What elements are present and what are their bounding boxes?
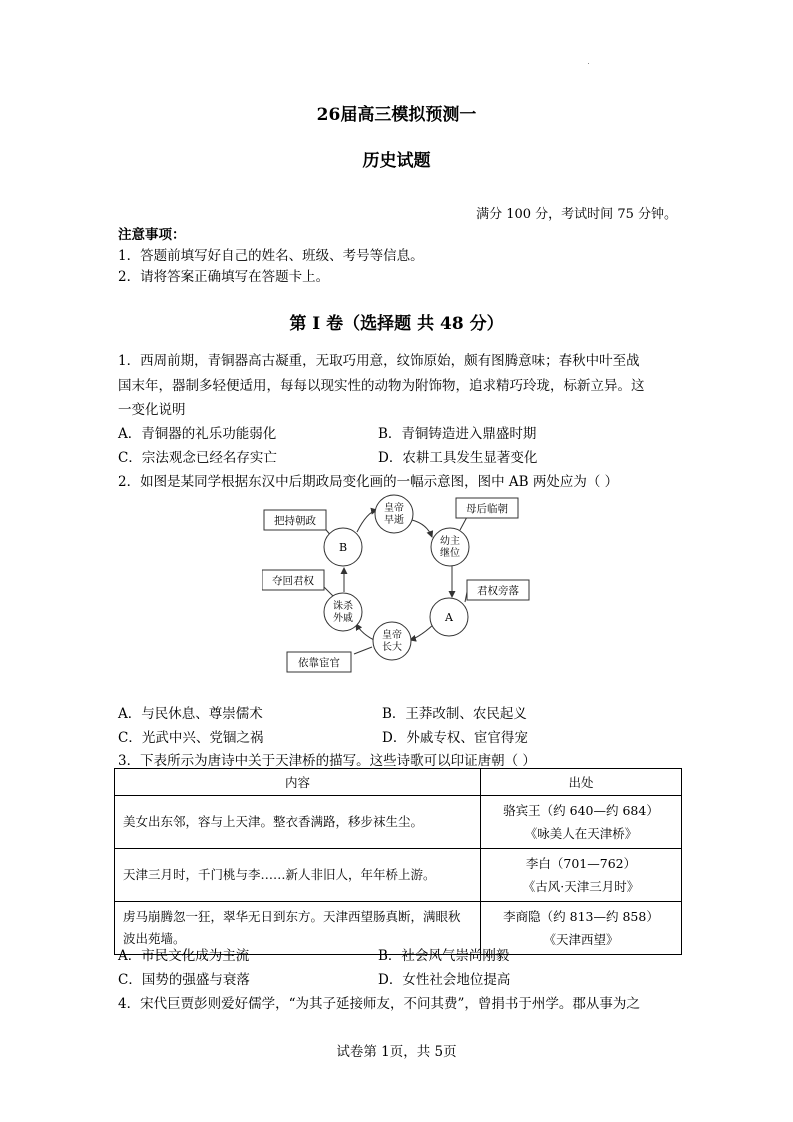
svg-text:把持朝政: 把持朝政	[274, 515, 316, 527]
header-content: 内容	[115, 769, 481, 796]
poem-table	[114, 768, 682, 955]
svg-text:继位: 继位	[440, 548, 460, 559]
svg-text:皇帝: 皇帝	[384, 503, 404, 514]
svg-text:皇帝: 皇帝	[382, 630, 402, 641]
notes-heading: 注意事项：	[118, 227, 186, 243]
svg-text:早逝: 早逝	[384, 515, 404, 526]
label-regain-power	[262, 570, 324, 590]
connector-mu	[460, 517, 467, 530]
q1-option-d: D．农耕工具发生显著变化	[378, 450, 538, 466]
row-work: 《咏美人在天津桥》	[524, 826, 638, 841]
svg-text:母后临朝: 母后临朝	[466, 503, 508, 515]
q2-stem: 2．如图是某同学根据东汉中后期政局变化画的一幅示意图，图中 AB 两处应为（ ）	[118, 474, 619, 490]
svg-text:君权旁落: 君权旁落	[477, 585, 519, 597]
q1-line-1: 1．西周前期，青铜器高古凝重，无取巧用意，纹饰原始，颇有图腾意味；春秋中叶至战	[118, 353, 640, 369]
row-author: 李白（701—762）	[525, 856, 637, 871]
node-emperor-early-death	[375, 495, 413, 533]
q2-option-c: C．光武中兴、党锢之祸	[118, 730, 264, 746]
svg-text:夺回君权: 夺回君权	[272, 575, 314, 587]
scan-dot	[588, 63, 589, 64]
node-a	[430, 598, 468, 636]
table-header-row	[115, 769, 682, 796]
row-source	[481, 796, 682, 849]
label-rely-eunuchs	[287, 652, 351, 672]
row-work: 《天津西望》	[543, 932, 619, 947]
q2-option-d: D．外戚专权、宦官得宠	[382, 730, 528, 746]
svg-text:B: B	[338, 541, 348, 554]
node-emperor-grown	[373, 622, 411, 660]
row-source	[481, 849, 682, 902]
arrow-top-right	[412, 520, 432, 537]
subject-title: 历史试题	[362, 151, 431, 171]
svg-text:诛杀: 诛杀	[333, 601, 353, 612]
row-author: 骆宾王（约 640—约 684）	[503, 803, 659, 818]
q2-option-a: A．与民休息、尊崇儒术	[118, 706, 263, 722]
arrow-bottom-left	[356, 624, 374, 640]
q3-option-b: B．社会风气崇尚刚毅	[378, 948, 510, 964]
node-kill-consort-clan	[324, 593, 362, 631]
q1-option-c: C．宗法观念已经名存实亡	[118, 450, 277, 466]
label-power-loss	[467, 580, 529, 600]
q1-line-2: 国末年，器制多轻便适用，每每以现实性的动物为附饰物，追求精巧玲珑，标新立异。这	[118, 378, 645, 394]
arrow-b-top	[357, 510, 377, 532]
q1-option-a: A．青铜器的礼乐功能弱化	[118, 426, 277, 442]
q2-option-b: B．王莽改制、农民起义	[382, 706, 527, 722]
node-child-emperor	[431, 528, 469, 566]
q1-option-b: B．青铜铸造进入鼎盛时期	[378, 426, 537, 442]
row-author: 李商隐（约 813—约 858）	[503, 909, 659, 924]
svg-text:长大: 长大	[382, 642, 402, 653]
politics-cycle-diagram	[262, 492, 532, 674]
svg-text:A: A	[445, 611, 453, 624]
q1-line-3: 一变化说明	[118, 402, 186, 418]
row-work: 《古风·天津三月时》	[522, 879, 640, 894]
q3-option-a: A．市民文化成为主流	[118, 948, 250, 964]
svg-text:幼主: 幼主	[440, 536, 460, 547]
node-b	[324, 528, 362, 566]
q3-stem: 3．下表所示为唐诗中关于天津桥的描写。这些诗歌可以印证唐朝（ ）	[118, 753, 536, 769]
label-empress-regency	[456, 498, 518, 518]
arrow-a-bottom	[410, 624, 434, 640]
svg-text:依靠宦官: 依靠宦官	[298, 657, 340, 669]
row-source	[481, 902, 682, 955]
section-title: 第 I 卷（选择题 共 48 分）	[289, 314, 504, 334]
exam-title: 26届高三模拟预测一	[316, 105, 477, 125]
notes-item-1: 1．答题前填写好自己的姓名、班级、考号等信息。	[118, 248, 424, 264]
q4-stem: 4．宋代巨贾彭则爱好儒学，“为其子延接师友，不问其费”，曾捐书于州学。郡从事为之	[118, 996, 640, 1012]
row-content: 美女出东邻，容与上天津。整衣香满路，移步袜生尘。	[115, 796, 481, 849]
score-time: 满分 100 分，考试时间 75 分钟。	[476, 207, 677, 222]
header-source: 出处	[481, 769, 682, 796]
row-content: 天津三月时，千门桃与李……新人非旧人，年年桥上游。	[115, 849, 481, 902]
label-control-court	[264, 510, 326, 530]
table-row	[115, 849, 682, 902]
q3-option-d: D．女性社会地位提高	[378, 972, 511, 988]
table-row	[115, 796, 682, 849]
connector-yi	[354, 647, 372, 654]
notes-item-2: 2．请将答案正确填写在答题卡上。	[118, 269, 330, 285]
row-content: 虏马崩腾忽一狂，翠华无日到东方。天津西望肠真断，满眼秋波出苑墙。	[115, 902, 481, 955]
q3-option-c: C．国势的强盛与衰落	[118, 972, 250, 988]
svg-text:外戚: 外戚	[333, 613, 353, 624]
page-footer: 试卷第 1页，共 5页	[336, 1044, 457, 1060]
